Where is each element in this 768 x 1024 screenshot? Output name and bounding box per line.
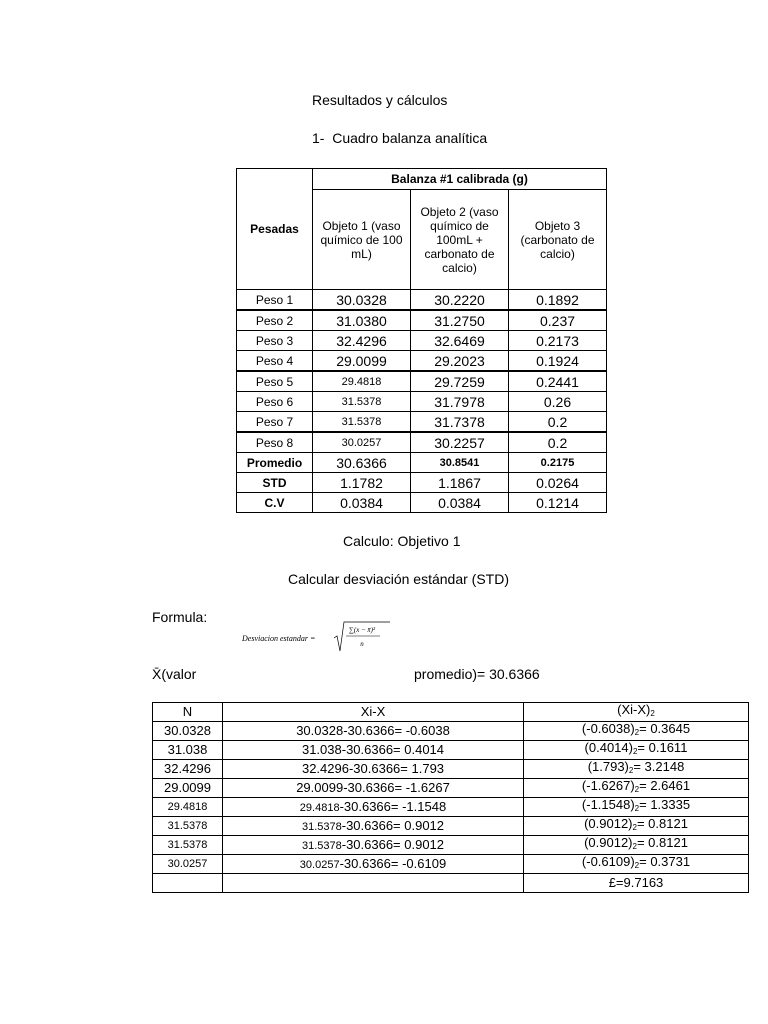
calc-title: Calculo: Objetivo 1 — [343, 533, 461, 549]
cell-text: -30.6366= 0.4014 — [341, 742, 445, 757]
exponent: 2 — [628, 766, 634, 775]
exponent: 2 — [634, 785, 640, 794]
cell-diff — [223, 760, 524, 779]
section-number: 1- — [312, 130, 325, 146]
table-row-cv — [237, 493, 607, 513]
cell-diff — [223, 722, 524, 741]
cell-square — [524, 855, 749, 874]
cell: 29.7259 — [411, 371, 509, 392]
table-row-std — [237, 473, 607, 493]
cell: 0.0264 — [509, 473, 607, 493]
cell-text: = 0.3645 — [639, 721, 691, 736]
cell: 31.5378 — [313, 412, 411, 433]
cell-text: = 0.1611 — [637, 740, 688, 755]
table-row — [153, 817, 749, 836]
deviation-table — [152, 702, 749, 893]
cell: 31.5378 — [313, 392, 411, 412]
cell-text: 29.4818 — [299, 801, 340, 814]
cell: 0.2441 — [509, 371, 607, 392]
cell-text: 31.038 — [301, 742, 342, 757]
column-header-objeto-1: Objeto 1 (vaso químico de 100 mL) — [313, 190, 411, 290]
cell-diff — [223, 798, 524, 817]
cell-n: 30.0328 — [153, 722, 223, 741]
mean-label-right: promedio)= 30.6366 — [414, 666, 540, 682]
cell-diff — [223, 741, 524, 760]
cell-text: 31.5378 — [301, 839, 342, 852]
section-title: Cuadro balanza analítica — [332, 130, 488, 146]
row-label: Peso 3 — [237, 331, 313, 351]
group-header: Balanza #1 calibrada (g) — [313, 169, 607, 190]
row-label: STD — [237, 473, 313, 493]
cell-text: 32.4296 — [301, 761, 349, 776]
cell-text: 30.0257 — [299, 858, 340, 871]
cell-text: = 0.8121 — [636, 835, 688, 850]
cell-text: = 0.8121 — [636, 816, 688, 831]
cell-total: £=9.7163 — [524, 874, 749, 893]
cell-text: (-1.1548) — [581, 797, 635, 812]
table-row — [237, 371, 607, 392]
cell-n: 31.5378 — [153, 817, 223, 836]
cell-square — [524, 798, 749, 817]
cell-square — [524, 836, 749, 855]
cell: 31.7378 — [411, 412, 509, 433]
cell-text: -30.6366= -0.6038 — [343, 723, 450, 738]
cell-n: 31.038 — [153, 741, 223, 760]
cell: 1.1867 — [411, 473, 509, 493]
cell: 31.2750 — [411, 310, 509, 331]
formula-numerator: ∑(x − x̄)² — [348, 626, 376, 634]
cell-text: (-0.6109) — [581, 854, 635, 869]
cell-text: = 1.3335 — [639, 797, 691, 812]
cell: 31.7978 — [411, 392, 509, 412]
cell-text: (-0.6038) — [581, 721, 635, 736]
cell: 0.0384 — [313, 493, 411, 513]
row-header-pesadas: Pesadas — [237, 169, 313, 290]
table-row — [153, 855, 749, 874]
formula-denominator: n — [360, 640, 364, 648]
exponent: 2 — [632, 842, 637, 851]
cell-text: -30.6366= -0.6109 — [339, 855, 447, 871]
cell-diff — [223, 817, 524, 836]
column-header-objeto-3: Objeto 3 (carbonato de calcio) — [509, 190, 607, 290]
page-heading: Resultados y cálculos — [312, 92, 448, 108]
cell: 29.0099 — [313, 351, 411, 372]
cell: 30.0328 — [313, 290, 411, 311]
row-label: Promedio — [237, 453, 313, 473]
exponent: 2 — [632, 747, 638, 756]
table-row — [153, 779, 749, 798]
header-row — [153, 703, 749, 722]
row-label: Peso 1 — [237, 290, 313, 311]
cell: 30.2220 — [411, 290, 509, 311]
cell-text: (0.9012) — [584, 816, 633, 831]
cell: 32.6469 — [411, 331, 509, 351]
cell-text: (0.9012) — [584, 835, 633, 850]
column-header-xi-x-squared — [524, 703, 749, 722]
cell-square — [524, 760, 749, 779]
cell: 0.1214 — [509, 493, 607, 513]
table-row-promedio — [237, 453, 607, 473]
cell-text: 31.5378 — [301, 820, 342, 833]
cell-n: 30.0257 — [153, 855, 223, 874]
cell: 0.26 — [509, 392, 607, 412]
cell: 1.1782 — [313, 473, 411, 493]
cell: 30.6366 — [313, 453, 411, 473]
cell-square — [524, 722, 749, 741]
cell-square — [524, 779, 749, 798]
table-row — [237, 412, 607, 433]
cell-text: = 2.6461 — [639, 778, 691, 793]
row-label: Peso 2 — [237, 310, 313, 331]
formula-graphic — [240, 618, 390, 656]
cell-text: -30.6366= 0.9012 — [341, 817, 445, 833]
total-row — [153, 874, 749, 893]
cell-diff — [223, 855, 524, 874]
cell: 30.2257 — [411, 432, 509, 453]
table-row — [153, 760, 749, 779]
cell-text: -30.6366= -1.1548 — [339, 798, 447, 814]
cell-square — [524, 741, 749, 760]
cell-text: = 3.2148 — [633, 759, 685, 774]
cell: 0.0384 — [411, 493, 509, 513]
cell-text: -30.6366= 1.793 — [348, 761, 445, 776]
cell: 0.237 — [509, 310, 607, 331]
cell: 30.0257 — [313, 432, 411, 453]
cell-square — [524, 817, 749, 836]
cell-n: 29.4818 — [153, 798, 223, 817]
cell: 29.2023 — [411, 351, 509, 372]
cell-n: 31.5378 — [153, 836, 223, 855]
exponent: 2 — [632, 823, 637, 832]
table-row — [237, 392, 607, 412]
cell: 0.2 — [509, 432, 607, 453]
table-row — [153, 741, 749, 760]
cell: 30.8541 — [411, 453, 509, 473]
cell-empty — [153, 874, 223, 893]
cell-text: = 0.3731 — [639, 854, 691, 869]
cell: 0.2175 — [509, 453, 607, 473]
row-label: Peso 4 — [237, 351, 313, 372]
std-formula — [240, 618, 390, 659]
table-row — [153, 722, 749, 741]
balance-table — [236, 168, 607, 513]
cell-text: (1.793) — [587, 759, 629, 774]
column-header-objeto-2: Objeto 2 (vaso químico de 100mL + carbonato de calcio) — [411, 190, 509, 290]
exponent: 2 — [634, 861, 640, 870]
table-row — [237, 290, 607, 311]
table-row — [237, 310, 607, 331]
cell-text: (-1.6267) — [581, 778, 635, 793]
section-heading — [312, 130, 487, 146]
cell: 0.2 — [509, 412, 607, 433]
cell-n: 32.4296 — [153, 760, 223, 779]
cell-text: -30.6366= -1.6267 — [343, 780, 450, 795]
row-label: Peso 6 — [237, 392, 313, 412]
exponent: 2 — [634, 804, 640, 813]
cell-diff — [223, 779, 524, 798]
exponent: 2 — [634, 728, 640, 737]
table-row — [153, 798, 749, 817]
cell-text: 29.0099 — [296, 780, 344, 795]
header-text: (Xi-X) — [617, 702, 651, 717]
column-header-xi-x: Xi-X — [223, 703, 524, 722]
column-header-n: N — [153, 703, 223, 722]
formula-label: Formula: — [152, 609, 208, 625]
table-row — [237, 351, 607, 372]
cell-text: 30.0328 — [296, 723, 344, 738]
cell-diff — [223, 836, 524, 855]
row-label: Peso 7 — [237, 412, 313, 433]
cell: 0.1892 — [509, 290, 607, 311]
mean-label-left: X̄(valor — [152, 666, 197, 682]
row-label: Peso 5 — [237, 371, 313, 392]
cell: 0.2173 — [509, 331, 607, 351]
formula-lhs: Desviacion estandar = — [242, 634, 316, 643]
cell-text: (0.4014) — [584, 740, 633, 755]
calc-subtitle: Calcular desviación estándar (STD) — [288, 571, 509, 587]
cell: 31.0380 — [313, 310, 411, 331]
cell-text: -30.6366= 0.9012 — [341, 836, 445, 852]
table-row — [237, 432, 607, 453]
cell: 32.4296 — [313, 331, 411, 351]
cell-empty — [223, 874, 524, 893]
exponent: 2 — [650, 709, 655, 718]
row-label: Peso 8 — [237, 432, 313, 453]
cell: 0.1924 — [509, 351, 607, 372]
cell-n: 29.0099 — [153, 779, 223, 798]
table-row — [237, 331, 607, 351]
table-row — [153, 836, 749, 855]
row-label: C.V — [237, 493, 313, 513]
cell: 29.4818 — [313, 371, 411, 392]
